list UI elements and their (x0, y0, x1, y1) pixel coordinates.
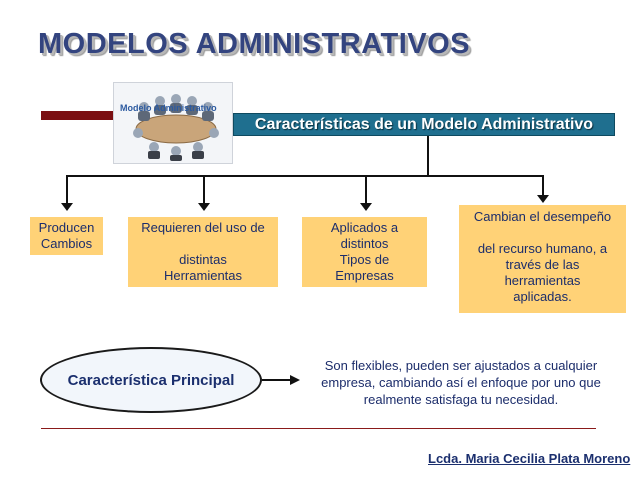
image-label: Modelo Administrativo (120, 103, 217, 113)
card-line: través de las (505, 257, 580, 272)
card-line (459, 225, 626, 241)
principal-characteristic-label: Característica Principal (67, 371, 235, 389)
card-line: Tipos de (339, 252, 390, 267)
card-line: Cambian el desempeño (473, 209, 612, 224)
card-producen-cambios (30, 217, 103, 255)
author-credit: Lcda. Maria Cecilia Plata Moreno (428, 451, 631, 466)
card-line: del recurso humano, a (477, 241, 608, 256)
principal-description: Son flexibles, pueden ser ajustados a cualquier empresa, cambiando así el enfoque por uno que realmente satisfaga tu necesidad. (321, 358, 601, 407)
card-line: Producen (38, 220, 95, 235)
card-line: herramientas (504, 273, 581, 288)
card-line: aplicadas. (513, 289, 572, 304)
card-line: Requieren del uso de (141, 220, 265, 235)
card-cambian-desempeno (459, 205, 626, 313)
arrow-right-icon (262, 373, 302, 387)
card-line: Cambios (40, 236, 93, 251)
card-line: Herramientas (163, 268, 243, 283)
card-requieren-herramientas (128, 217, 278, 287)
card-line: Empresas (335, 268, 394, 283)
card-line: Aplicados a (330, 220, 399, 235)
card-aplicados-empresas (302, 217, 427, 287)
footer-divider (41, 428, 596, 429)
principal-characteristic-ellipse (40, 347, 262, 413)
slide-title: MODELOS ADMINISTRATIVOS (38, 28, 470, 60)
card-line (128, 236, 278, 252)
card-line: distintas (179, 252, 227, 267)
card-line: distintos (340, 236, 389, 251)
characteristics-header: Características de un Modelo Administrativo (233, 113, 615, 136)
